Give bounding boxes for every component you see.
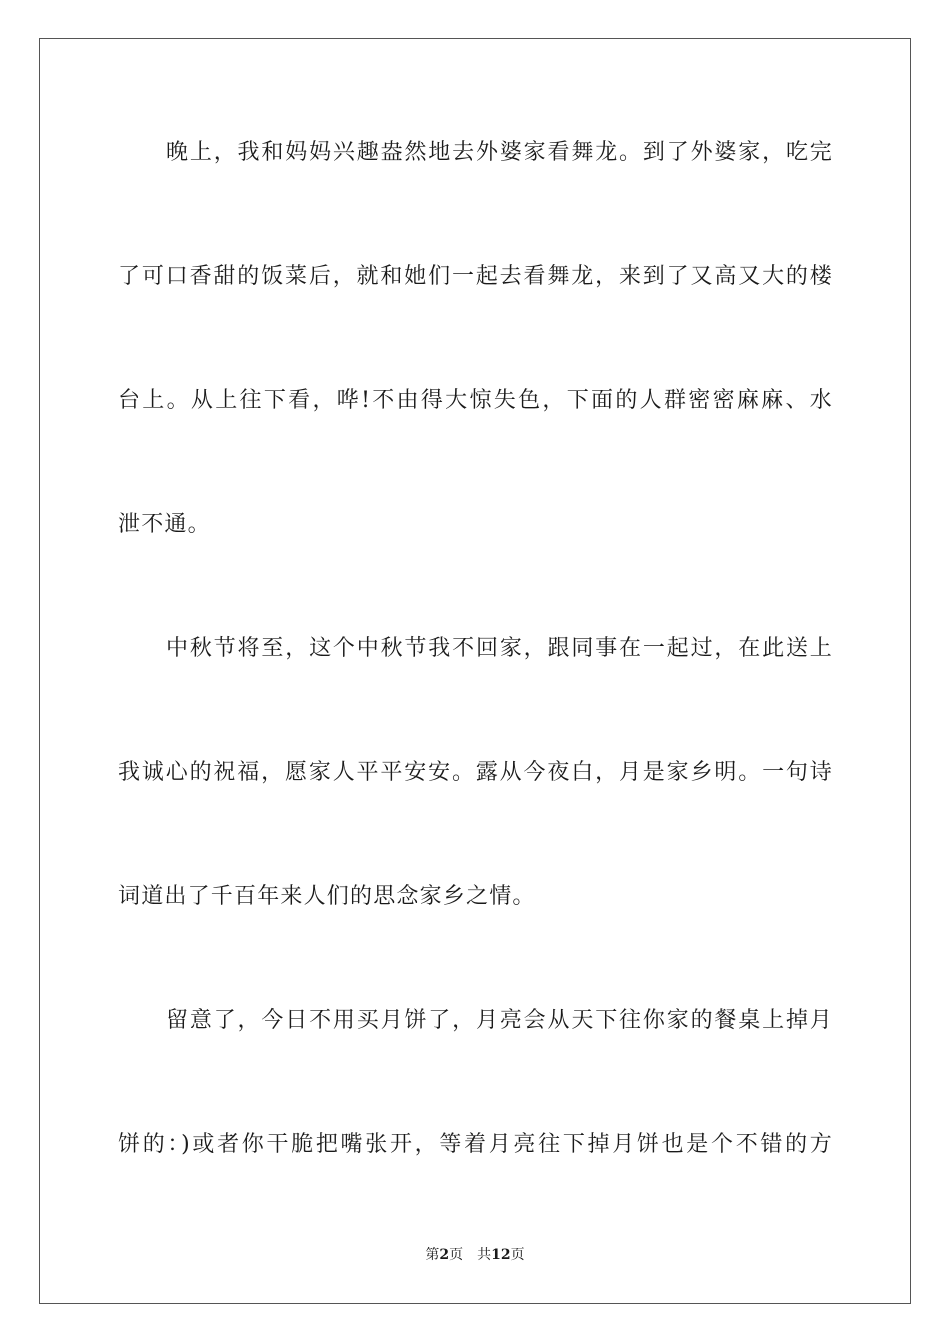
paragraph-1-line-3: 台上。从上往下看，哗!不由得大惊失色，下面的人群密密麻麻、水	[118, 388, 833, 413]
paragraph-2-line-2: 我诚心的祝福，愿家人平平安安。露从今夜白，月是家乡明。一句诗	[118, 760, 833, 785]
paragraph-1-line-4: 泄不通。	[118, 512, 211, 537]
paragraph-2-line-1: 中秋节将至，这个中秋节我不回家，跟同事在一起过，在此送上	[166, 636, 833, 661]
page-border	[39, 38, 911, 1304]
page-prefix: 第	[425, 1247, 440, 1263]
paragraph-2-line-3: 词道出了千百年来人们的思念家乡之情。	[118, 884, 536, 909]
paragraph-3-line-2: 饼的：)或者你干脆把嘴张开，等着月亮往下掉月饼也是个不错的方	[118, 1132, 833, 1157]
total-pages: 12	[491, 1247, 511, 1263]
paragraph-1-line-2: 了可口香甜的饭菜后，就和她们一起去看舞龙，来到了又高又大的楼	[118, 264, 833, 289]
page-footer	[0, 1246, 950, 1264]
paragraph-3-line-1: 留意了，今日不用买月饼了，月亮会从天下往你家的餐桌上掉月	[166, 1008, 833, 1033]
page-suffix: 页	[449, 1247, 464, 1263]
page-number: 2	[439, 1247, 450, 1263]
paragraph-1-line-1: 晚上，我和妈妈兴趣盎然地去外婆家看舞龙。到了外婆家，吃完	[166, 140, 833, 165]
total-suffix: 页	[510, 1247, 525, 1263]
total-prefix: 共	[477, 1247, 492, 1263]
